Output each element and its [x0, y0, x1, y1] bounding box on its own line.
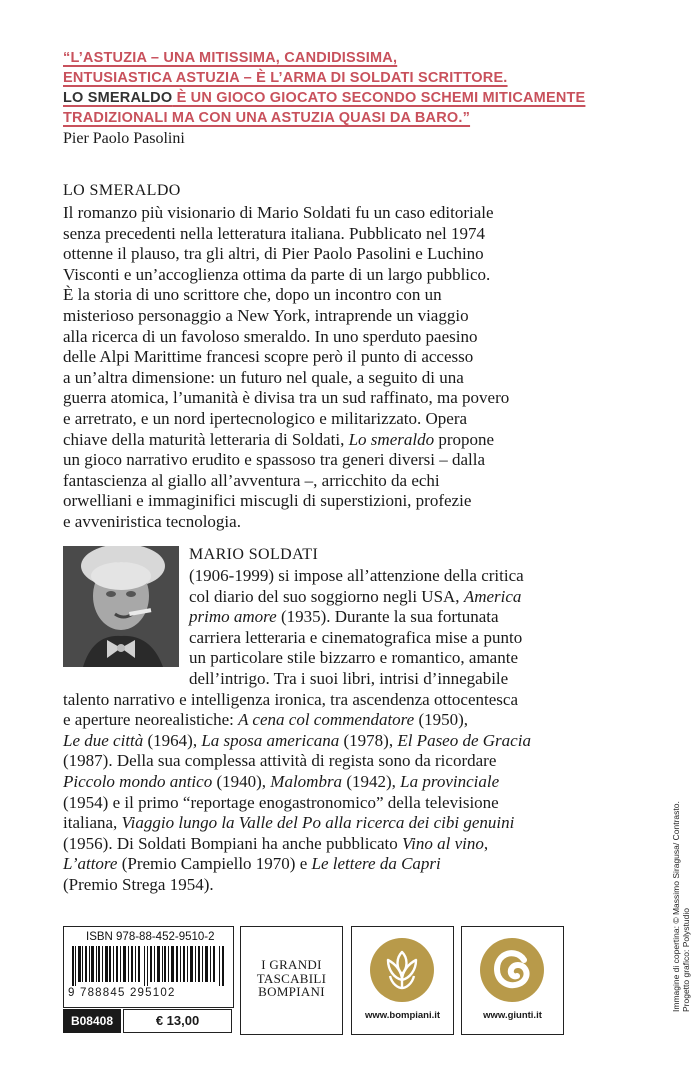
series-name [241, 958, 342, 999]
text-line [189, 607, 524, 628]
text-span: (1964), [143, 730, 202, 750]
work-title: L’attore [63, 854, 118, 874]
work-title: Malombra [270, 771, 343, 791]
quote-line: “L’ASTUZIA – UNA MITISSIMA, CANDIDISSIMA, [63, 50, 398, 66]
cover-credit: Immagine di copertina: © Massimo Siragusa/ Contrasto. [671, 801, 681, 1012]
work-title: A cena col commendatore [238, 710, 415, 730]
text-span: propone [434, 429, 495, 449]
text-line: delle Alpi Marittime francesi scopre però il punto di accesso [63, 347, 474, 367]
series-line: TASCABILI [256, 970, 327, 986]
text-line: (1987). Della sua complessa attività di regista sono da ricordare [63, 751, 497, 771]
work-title: Vino al vino [402, 833, 484, 853]
pull-quote [63, 48, 623, 128]
author-bio-top [189, 566, 524, 669]
barcode-icon [72, 946, 227, 986]
work-title: La sposa americana [201, 730, 340, 750]
text-line: carriera letteraria e cinematografica mise a punto [189, 627, 523, 647]
quote-line: ENTUSIASTICA ASTUZIA – È L’ARMA DI SOLDATI SCRITTORE. [63, 70, 508, 86]
text-span: (1942), [342, 771, 401, 791]
text-line [63, 834, 531, 855]
text-span: (1978), [339, 730, 398, 750]
text-line [63, 710, 531, 731]
text-line: e arretrato, e un nord ipertecnologico e militarizzato. Opera [63, 408, 468, 428]
text-line: alla ricerca di un favoloso smeraldo. In uno sperduto paesino [63, 326, 478, 346]
work-title: Piccolo mondo antico [63, 771, 213, 791]
text-line [63, 772, 531, 793]
author-portrait-drawing [63, 546, 179, 667]
text-line [63, 854, 531, 875]
book-section-title: LO SMERALDO [63, 182, 181, 199]
text-line: misterioso personaggio a New York, intraprende un viaggio [63, 305, 469, 325]
text-line: un gioco narrativo erudito e spassoso tra generi diversi – dalla [63, 450, 486, 470]
text-span: (1950), [414, 710, 469, 730]
quote-line-rest: È UN GIOCO GIOCATO SECONDO SCHEMI MITICAMENTE [172, 90, 586, 106]
spiral-logo-icon [480, 938, 544, 1002]
work-title: America [463, 586, 522, 606]
bompiani-url: www.bompiani.it [364, 1010, 441, 1021]
quote-attribution: Pier Paolo Pasolini [63, 130, 185, 147]
work-title: primo amore [189, 607, 277, 627]
quote-line: TRADIZIONALI MA CON UNA ASTUZIA QUASI DA BARO.” [63, 110, 471, 126]
text-line: talento narrativo e intelligenza ironica, tra ascendenza ottocentesca [63, 689, 518, 709]
giunti-url: www.giunti.it [483, 1010, 542, 1021]
author-bio-bottom [63, 669, 531, 896]
text-span: chiave della maturità letteraria di Soldati, [63, 429, 349, 449]
text-line: ottenne il plauso, tra gli altri, di Pier Paolo Pasolini e Luchino [63, 244, 484, 264]
text-line: È la storia di uno scrittore che, dopo un incontro con un [63, 285, 442, 305]
text-line: orwelliani e immaginifici miscugli di superstizioni, profezie [63, 491, 472, 511]
text-span: , [483, 833, 489, 853]
text-line: dell’intrigo. Tra i suoi libri, intrisi d’innegabile [189, 669, 509, 688]
series-box [240, 926, 343, 1035]
price-label: € 13,00 [123, 1009, 232, 1033]
giunti-logo-box [461, 926, 564, 1035]
work-title: La provinciale [400, 771, 500, 791]
author-photo [63, 546, 179, 667]
text-span: (Premio Campiello 1970) e [117, 854, 312, 874]
work-title: El Paseo de Gracia [397, 730, 531, 750]
text-line [189, 587, 524, 608]
quote-book-title: LO SMERALDO [63, 90, 173, 106]
text-line [63, 430, 509, 451]
text-line: (1906-1999) si impose all’attenzione della critica [189, 566, 524, 585]
book-title-italic: Lo smeraldo [348, 429, 435, 449]
catalog-code: B08408 [63, 1009, 121, 1033]
text-line: guerra atomica, l’umanità è divisa tra un sud raffinato, ma povero [63, 388, 510, 408]
work-title: Viaggio lungo la Valle del Po alla ricerca dei cibi genuini [121, 813, 515, 833]
text-span: (1940), [212, 771, 271, 791]
design-credit: Progetto grafico: Polystudio [681, 908, 691, 1012]
flower-logo-icon [370, 938, 434, 1002]
text-span: e aperture neorealistiche: [63, 710, 239, 730]
quote-line [63, 88, 623, 108]
text-line: e avveniristica tecnologia. [63, 511, 241, 531]
text-line: senza precedenti nella letteratura italiana. Pubblicato nel 1974 [63, 223, 485, 243]
series-line: I GRANDI [261, 957, 322, 972]
text-line: (1954) e il primo “reportage enogastronomico” della televisione [63, 792, 499, 812]
bompiani-logo-box [351, 926, 454, 1035]
text-line: Il romanzo più visionario di Mario Soldati fu un caso editoriale [63, 203, 494, 222]
series-line: BOMPIANI [258, 984, 325, 999]
author-name: MARIO SOLDATI [189, 546, 319, 563]
text-line [63, 731, 531, 752]
barcode-box [63, 926, 234, 1008]
book-description [63, 203, 509, 533]
text-line [63, 813, 531, 834]
text-span: (1956). Di Soldati Bompiani ha anche pubblicato [63, 833, 402, 853]
text-span: italiana, [63, 813, 122, 833]
isbn-text: ISBN 978-88-452-9510-2 [86, 931, 215, 943]
text-line: a un’altra dimensione: un futuro nel quale, a seguito di una [63, 367, 464, 387]
text-line: (Premio Strega 1954). [63, 874, 214, 894]
barcode-digits: 9 788845 295102 [68, 987, 176, 999]
text-line: fantascienza al giallo all’avventura –, arricchito da echi [63, 470, 440, 490]
image-credits [671, 801, 691, 1012]
text-line: Visconti e un’accoglienza ottima da parte di un largo pubblico. [63, 264, 491, 284]
text-line: un particolare stile bizzarro e romantico, amante [189, 648, 518, 668]
text-span: (1935). Durante la sua fortunata [276, 607, 499, 627]
work-title: Le due città [63, 730, 144, 750]
work-title: Le lettere da Capri [311, 854, 441, 874]
text-span: col diario del suo soggiorno negli USA, [189, 586, 464, 606]
